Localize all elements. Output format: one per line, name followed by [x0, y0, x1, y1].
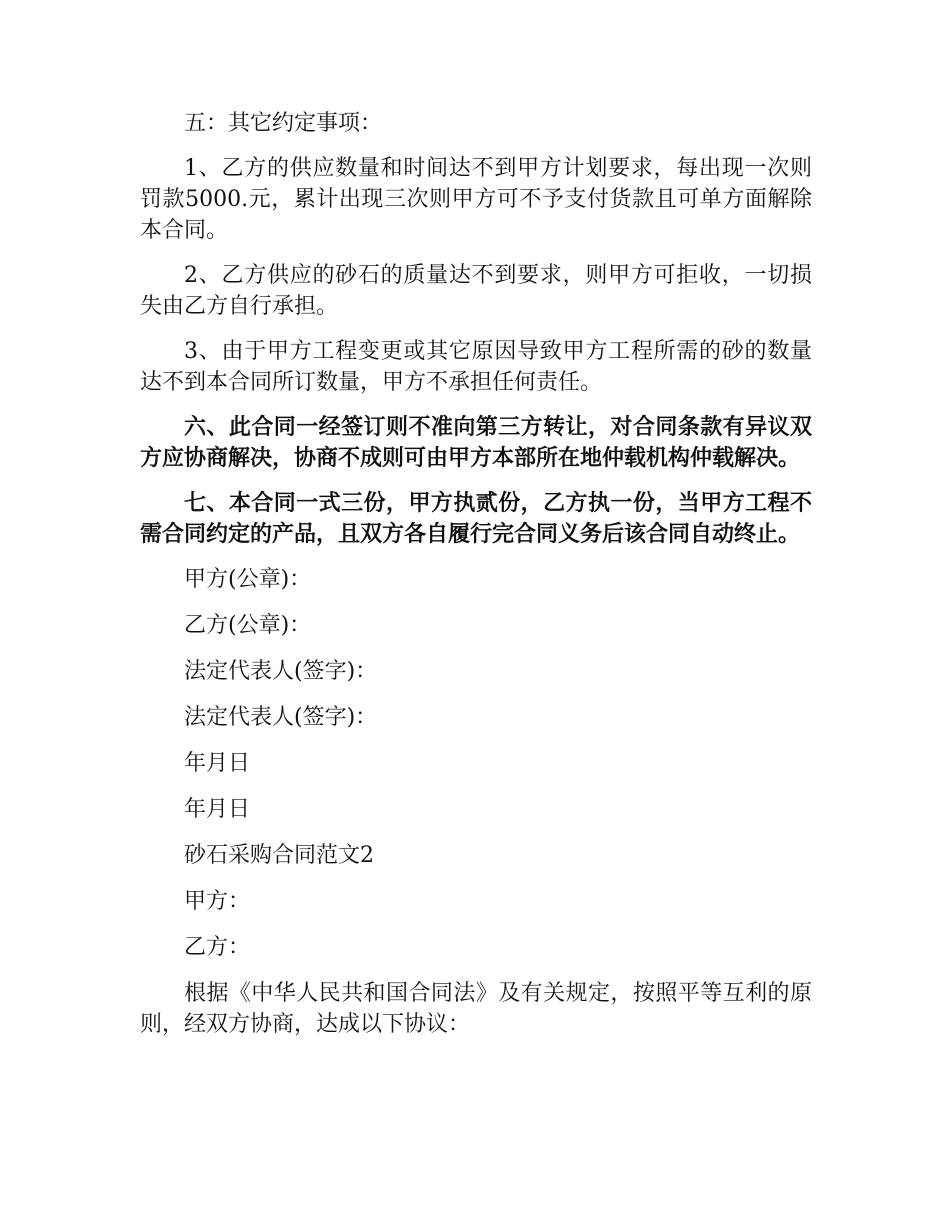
- party-a-label: 甲方：: [184, 889, 251, 914]
- party-b-label: 乙方：: [184, 935, 251, 960]
- clause-5-1: 1、乙方的供应数量和时间达不到甲方计划要求，每出现一次则罚款5000.元，累计出现三次则甲方可不予支付货款且可单方面解除本合同。: [140, 156, 812, 243]
- legal-rep-signature-line-a: 法定代表人(签字)：: [184, 659, 378, 684]
- date-line-a: 年月日: [184, 751, 251, 776]
- section-6-paragraph: 六、此合同一经签订则不准向第三方转让，对合同条款有异议双方应协商解决，协商不成则可由甲方本部所在地仲载机构仲载解决。: [140, 414, 812, 471]
- section-7-paragraph: 七、本合同一式三份，甲方执贰份，乙方执一份，当甲方工程不需合同约定的产品，且双方各自履行完合同义务后该合同自动终止。: [140, 490, 812, 547]
- section-5-heading: 五：其它约定事项：: [184, 111, 383, 136]
- preamble-paragraph: 根据《中华人民共和国合同法》及有关规定，按照平等互利的原则，经双方协商，达成以下协议：: [140, 981, 812, 1037]
- sample-contract-title: 砂石采购合同范文2: [184, 843, 374, 868]
- date-line-b: 年月日: [184, 797, 251, 822]
- party-a-seal-line: 甲方(公章)：: [184, 567, 312, 592]
- party-b-seal-line: 乙方(公章)：: [184, 613, 312, 638]
- legal-rep-signature-line-b: 法定代表人(签字)：: [184, 705, 378, 730]
- clause-5-2: 2、乙方供应的砂石的质量达不到要求，则甲方可拒收，一切损失由乙方自行承担。: [140, 263, 812, 319]
- clause-5-3: 3、由于甲方工程变更或其它原因导致甲方工程所需的砂的数量达不到本合同所订数量，甲方不承担任何责任。: [140, 339, 812, 395]
- document-body: [140, 108, 812, 1054]
